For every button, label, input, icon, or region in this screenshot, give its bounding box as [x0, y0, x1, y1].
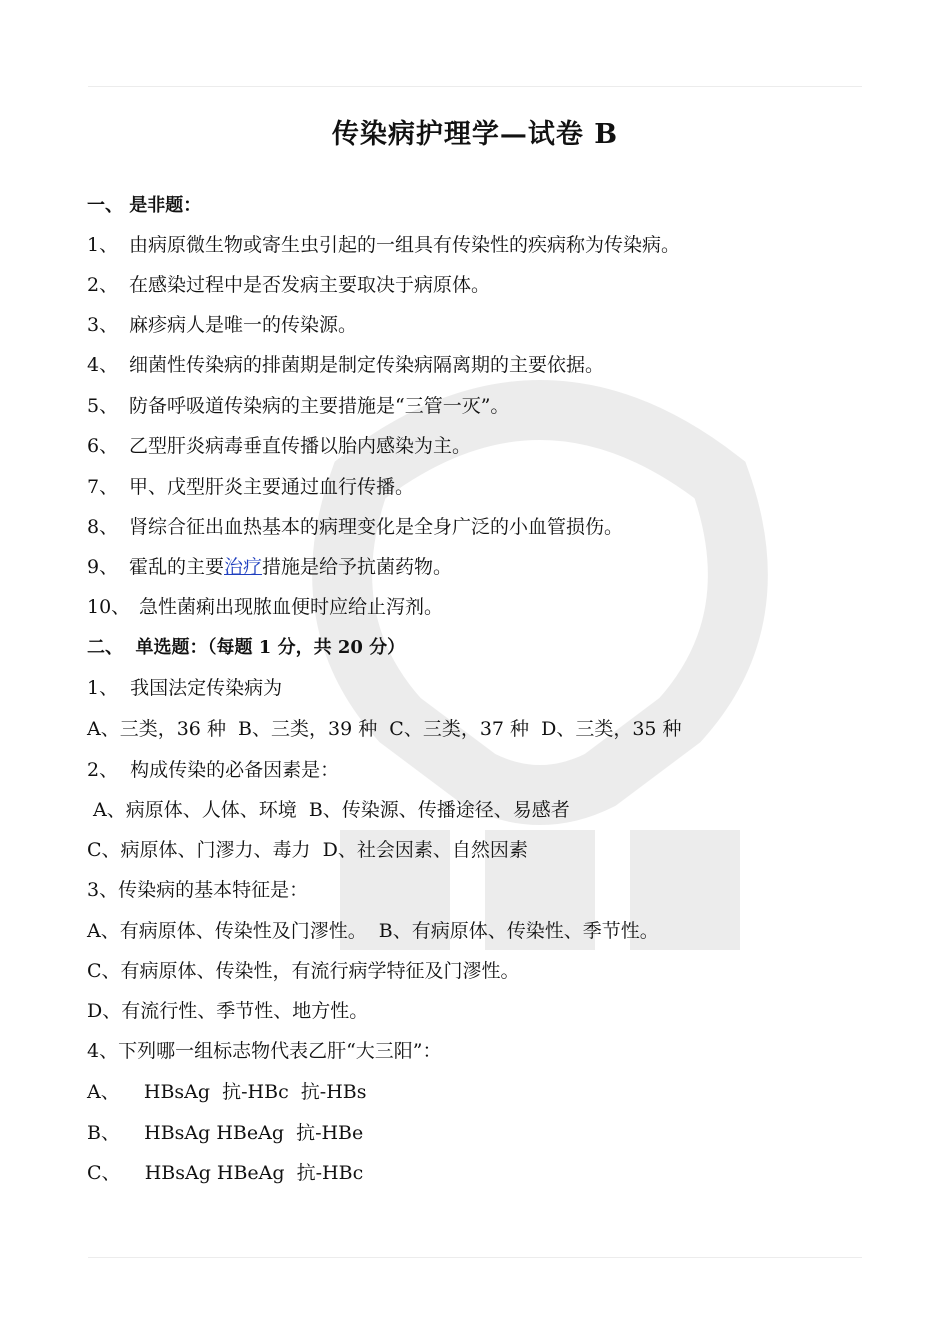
mc-question-1: 1、 我国法定传染病为 [87, 677, 283, 699]
page-title: 传染病护理学—试卷 B [331, 119, 619, 150]
mc-question-4-option-a: A、 HBsAg 抗-HBc 抗-HBs [87, 1081, 367, 1103]
tf-question-8: 8、 肾综合征出血热基本的病理变化是全身广泛的小血管损伤。 [87, 516, 624, 538]
tf-question-10: 10、 急性菌痢出现脓血便时应给止泻剂。 [87, 596, 444, 618]
page-bottom-rule [88, 1257, 862, 1258]
section-1-heading: 一、 是非题： [87, 195, 202, 216]
page-top-rule [88, 86, 862, 87]
tf-question-9: 9、 霍乱的主要治疗措施是给予抗菌药物。 [87, 556, 453, 578]
mc-question-4-option-c: C、 HBsAg HBeAg 抗-HBc [87, 1162, 364, 1184]
mc-question-2-options-ab: A、病原体、人体、环境 B、传染源、传播途径、易感者 [87, 799, 570, 821]
tf-question-4: 4、 细菌性传染病的排菌期是制定传染病隔离期的主要依据。 [87, 354, 605, 376]
section-2-heading: 二、 单选题：（每题 1 分，共 20 分） [87, 637, 406, 658]
mc-question-1-options: A、三类，36 种 B、三类，39 种 C、三类，37 种 D、三类，35 种 [87, 718, 682, 740]
mc-question-2: 2、 构成传染的必备因素是： [87, 759, 340, 781]
mc-question-3-option-c: C、有病原体、传染性，有流行病学特征及门漻性。 [87, 960, 520, 982]
mc-question-3-options-ab: A、有病原体、传染性及门漻性。 B、有病原体、传染性、季节性。 [87, 920, 659, 942]
tf-question-7: 7、 甲、戊型肝炎主要通过血行传播。 [87, 476, 415, 498]
mc-question-4: 4、下列哪一组标志物代表乙肝“大三阳”： [87, 1040, 442, 1062]
tf-question-2: 2、 在感染过程中是否发病主要取决于病原体。 [87, 274, 491, 296]
tf-question-6: 6、 乙型肝炎病毒垂直传播以胎内感染为主。 [87, 435, 472, 457]
mc-question-3: 3、传染病的基本特征是： [87, 879, 309, 901]
mc-question-2-options-cd: C、病原体、门漻力、毒力 D、社会因素、自然因素 [87, 839, 528, 861]
tf-question-3: 3、 麻疹病人是唯一的传染源。 [87, 314, 358, 336]
mc-question-3-option-d: D、有流行性、季节性、地方性。 [87, 1000, 369, 1022]
tf-question-5: 5、 防备呼吸道传染病的主要措施是“三管一灭”。 [87, 395, 510, 417]
treatment-link[interactable]: 治疗 [224, 556, 263, 578]
tf-question-1: 1、 由病原微生物或寄生虫引起的一组具有传染性的疾病称为传染病。 [87, 234, 681, 256]
mc-question-4-option-b: B、 HBsAg HBeAg 抗-HBe [87, 1122, 364, 1144]
